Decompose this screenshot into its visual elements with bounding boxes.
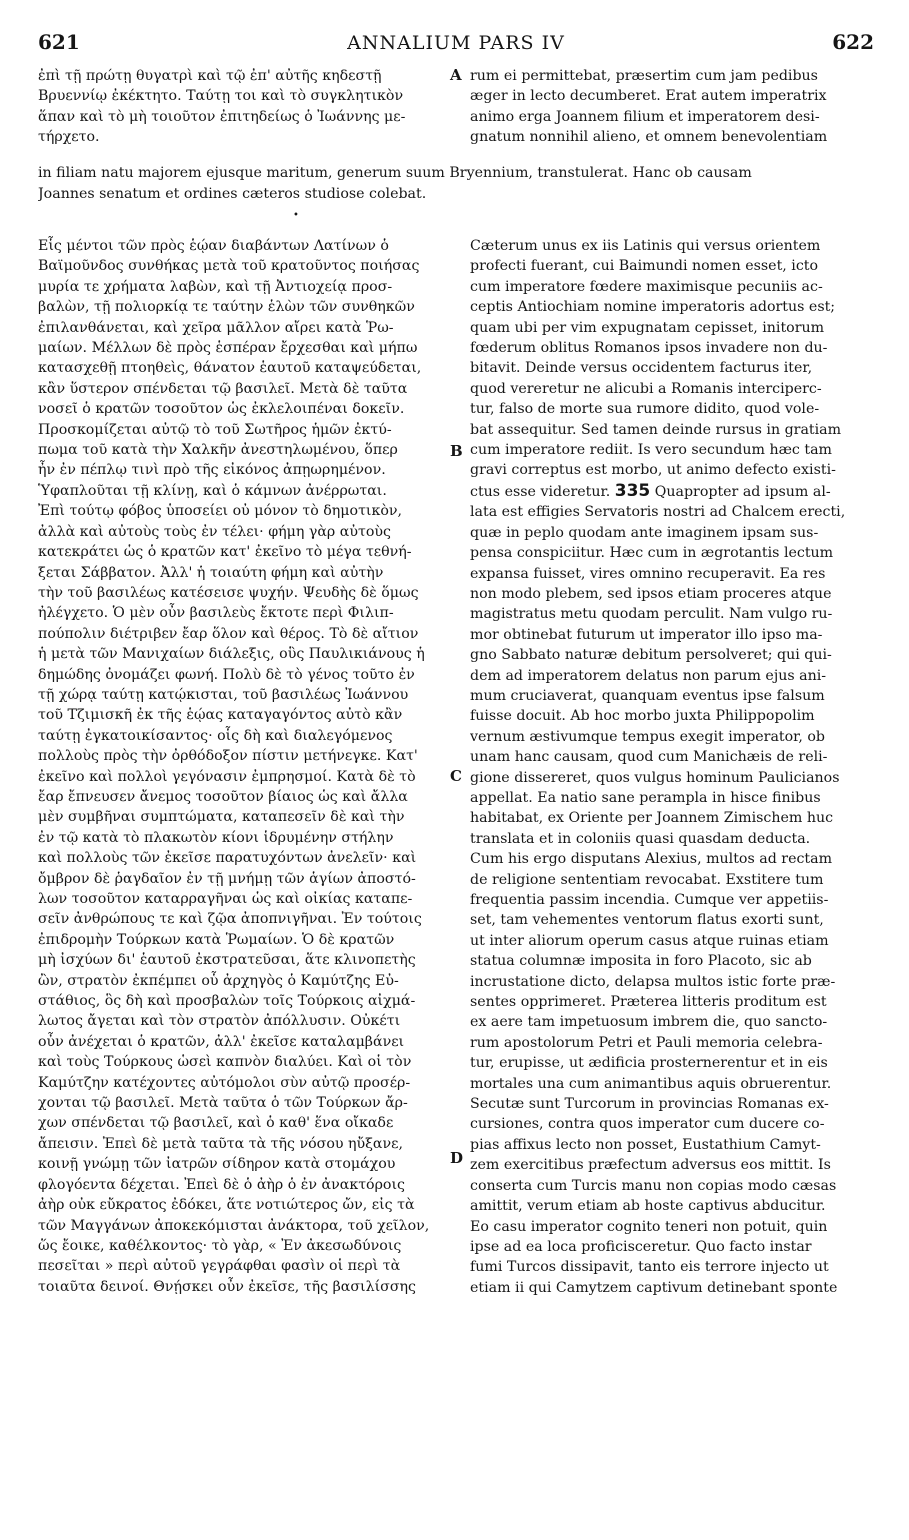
section-separator: • [293, 210, 299, 221]
greek-line: δημώδης ὀνομάζει φωνή. Πολὺ δὲ τὸ γένος τοῦτο ἐν [38, 666, 415, 683]
greek-line: ὄμβρον δὲ ῥαγδαῖον ἐν τῇ μνήμῃ τῶν ἁγίων ἀποστό- [38, 870, 416, 887]
greek-line: στάθιος, ὃς δὴ καὶ προσβαλὼν τοῖς Τούρκοις αἰχμά- [38, 993, 416, 1010]
latin-line: fumi Turcos dissipavit, tanto eis terrore injecto ut [470, 1259, 829, 1276]
margin-marker-c: C [450, 767, 462, 785]
running-title: ANNALIUM PARS IV [347, 32, 565, 54]
greek-line: τὴν τοῦ βασιλέως κατέσεισε ψυχήν. Ψευδὴς δὲ ὅμως [38, 584, 419, 601]
greek-line: ἀλλὰ καὶ αὐτοὺς τοὺς ἐν τέλει· φήμη γὰρ αὐτοὺς [38, 523, 391, 540]
latin-line: Eo casu imperator cognito teneri non potuit, quin [470, 1218, 828, 1235]
greek-line: Ὑφαπλοῦται τῇ κλίνῃ, καὶ ὁ κάμνων ἀνέρρωται. [38, 482, 387, 499]
greek-line: ἅπαν καὶ τὸ μὴ τοιοῦτον ἐπιτηδείως ὁ Ἰωάννης με- [38, 108, 406, 125]
greek-line: κατασχεθῇ πτοηθεὶς, θάνατον ἑαυτοῦ καταψεύδεται, [38, 360, 422, 377]
greek-line: ἠλέγχετο. Ὁ μὲν οὖν βασιλεὺς ἔκτοτε περὶ Φιλιπ- [38, 605, 394, 622]
latin-line: dem ad imperatorem delatus non parum ejus ani- [470, 667, 827, 684]
latin-line: ex aere tam impetuosum imbrem die, quo sancto- [470, 1014, 828, 1031]
latin-line: fœderum oblitus Romanos ipsos invadere non du- [470, 340, 828, 357]
full-width-line-1: in filiam natu majorem ejusque maritum, generum suum Bryennium, transtulerat. Hanc ob causam [38, 165, 752, 181]
latin-line: pensa conspiciitur. Hæc cum in ægrotantis lectum [470, 545, 834, 562]
latin-line: Cæterum unus ex iis Latinis qui versus orientem [470, 238, 821, 254]
inline-page-reference: 335 [614, 480, 651, 501]
greek-line: ὥς ἔοικε, καθέλκοντος· τὸ γὰρ, « Ἐν ἀκεσωδύνοις [38, 1237, 402, 1254]
greek-line: ἄπεισιν. Ἐπεὶ δὲ μετὰ ταῦτα τὰ τῆς νόσου ηὔξανε, [38, 1135, 404, 1152]
greek-line: ἐν τῷ κατὰ τὸ πλακωτὸν κίονι ἱδρυμένην στήλην [38, 829, 394, 846]
greek-line: Ἐπὶ τούτῳ φόβος ὑποσείει οὐ μόνον τὸ δημοτικὸν, [38, 503, 403, 520]
greek-line: ἐπὶ τῇ πρώτῃ θυγατρὶ καὶ τῷ ἐπ' αὐτῆς κηδεστῇ [38, 68, 382, 84]
greek-line: λωτος ἄγεται καὶ τὸν στρατὸν ἀπόλλυσιν. Οὐκέτι [38, 1013, 401, 1030]
latin-line: profecti fuerant, cui Baimundi nomen esset, icto [470, 258, 819, 275]
greek-line: τῶν Μαγγάνων ἀποκεκόμισται ἀνάκτορα, τοῦ χεῖλον, [38, 1217, 430, 1234]
latin-line: set, tam vehementes ventorum flatus exorti sunt, [470, 912, 824, 929]
margin-marker-d: D [450, 1149, 464, 1167]
latin-line: translata et in coloniis quasi quasdam deducta. [470, 830, 811, 847]
greek-line: νοσεῖ ὁ κρατῶν τοσοῦτον ὡς ἐκλελοιπέναι δοκεῖν. [38, 401, 405, 418]
latin-line: animo erga Joannem filium et imperatorem desi- [470, 108, 820, 125]
latin-line: non modo plebem, sed ipsos etiam proceres atque [470, 585, 832, 602]
latin-line: ceptis Antiochiam nomine imperatoris adortus est; [470, 299, 836, 316]
latin-line: tur, falso de morte sua rumore didito, quod vole- [470, 401, 820, 418]
greek-line: ἐπιδρομὴν Τούρκων κατὰ Ῥωμαίων. Ὁ δὲ κρατῶν [38, 931, 395, 948]
top-latin-column [470, 66, 874, 148]
greek-line: ἡ μετὰ τῶν Μανιχαίων διάλεξις, οὓς Παυλικιάνους ἡ [38, 646, 425, 663]
greek-line: φλογόεντα δέχεται. Ἐπεὶ δὲ ὁ ἀὴρ ὁ ἐν ἀνακτόροις [38, 1176, 405, 1193]
greek-line: ἔαρ ἔπνευσεν ἄνεμος τοσοῦτον βίαιος ὡς καὶ ἄλλα [38, 788, 408, 805]
latin-line: gno Sabbato naturæ debitum persolveret; qui qui- [470, 647, 832, 664]
latin-line: pias affixus lecto non posset, Eustathium Camyt- [470, 1136, 821, 1153]
greek-line: κατεκράτει ὡς ὁ κρατῶν κατ' ἐκεῖνο τὸ μέγα τεθνή- [38, 544, 412, 561]
greek-line: πεσεῖται » περὶ αὐτοῦ γεγράφθαι φασὶν οἱ περὶ τὰ [38, 1258, 401, 1275]
latin-line: quod vereretur ne alicubi a Romanis interciperc- [470, 380, 822, 397]
latin-line: rum ei permittebat, præsertim cum jam pedibus [470, 68, 818, 84]
margin-marker-a: A [450, 66, 462, 84]
greek-line: Βαϊμοῦνδος συνθήκας μετὰ τοῦ κρατοῦντος ποιήσας [38, 258, 420, 275]
latin-line: ut inter aliorum operum casus atque ruinas etiam [470, 932, 829, 949]
greek-line: χων σπένδεται τῷ βασιλεῖ, καὶ ὁ καθ' ἕνα οἴκαδε [38, 1115, 394, 1132]
greek-line: κἂν ὕστερον σπένδεται τῷ βασιλεῖ. Μετὰ δὲ ταῦτα [38, 380, 408, 397]
latin-text-column [470, 236, 874, 1298]
greek-line: σεῖν ἀνθρώπους τε καὶ ζῷα ἀποπνιγῆναι. Ἐν τούτοις [38, 911, 422, 928]
greek-line: πωμα τοῦ κατὰ τὴν Χαλκῆν ἀνεστηλωμένου, ὅπερ [38, 442, 398, 459]
latin-line: statua columnæ imposita in foro Placoto, sic ab [470, 953, 812, 970]
latin-line: incrustatione dicto, delapsa multos istic forte præ- [470, 973, 836, 990]
right-page-number: 622 [832, 30, 874, 54]
latin-line: Cum his ergo disputans Alexius, multos ad rectam [470, 851, 833, 868]
latin-line: Secutæ sunt Turcorum in provincias Romanas ex- [470, 1096, 829, 1113]
latin-line: mortales una cum animantibus aquis obruerentur. [470, 1075, 832, 1092]
latin-line: frequentia passim incendia. Cumque ver appetiis- [470, 892, 829, 908]
latin-line: gione dissereret, quos vulgus hominum Paulicianos [470, 769, 840, 786]
latin-line: cum imperatore fœdere maximisque pecuniis ac- [470, 278, 823, 295]
greek-line: τῇ χώρᾳ ταύτῃ κατῴκισται, τοῦ βασιλέως Ἰωάννου [38, 686, 409, 703]
latin-line: gnatum nonnihil alieno, et omnem benevolentiam [470, 129, 828, 146]
latin-line: mor obtinebat futurum ut imperator illo ipso ma- [470, 626, 823, 643]
full-width-line-2: Joannes senatum et ordines cæteros studiose colebat. [38, 186, 427, 202]
latin-line: bat assequitur. Sed tamen deinde rursus in gratiam [470, 421, 842, 438]
greek-text-column [38, 236, 450, 1297]
greek-line: ταύτῃ ἐγκατοικίσαντος· οἷς δὴ καὶ διαλεγόμενος [38, 727, 393, 744]
latin-line: fuisse docuit. Ab hoc morbo juxta Philippopolim [470, 708, 815, 725]
latin-line [470, 481, 874, 502]
greek-line: μὴ ἰσχύων δι' ἑαυτοῦ ἐκστρατεῦσαι, ἅτε κλινοπετὴς [38, 952, 416, 969]
latin-line: quæ in peplo quodam ante imaginem ipsam sus- [470, 524, 819, 541]
greek-line: τήρχετο. [38, 129, 100, 146]
greek-line: Καμύτζην κατέχοντες αὐτόμολοι σὺν αὐτῷ προσέρ- [38, 1074, 411, 1091]
latin-line: vernum æstivumque tempus exegit imperator, ob [470, 728, 826, 745]
greek-line: οὖν ἀνέχεται ὁ κρατῶν, ἀλλ' ἐκεῖσε καταλαμβάνει [38, 1033, 405, 1050]
latin-line: habitabat, ex Oriente per Joannem Zimischem huc [470, 810, 834, 827]
latin-line-part: Quapropter ad ipsum al- [650, 483, 831, 500]
greek-line: μαίων. Μέλλων δὲ πρὸς ἑσπέραν ἔρχεσθαι καὶ μήπω [38, 340, 418, 357]
latin-line-part: ctus esse videretur. [470, 483, 615, 500]
top-greek-column [38, 66, 450, 148]
greek-line: καὶ τοὺς Τούρκους ὡσεὶ καπνὸν διαλύει. Καὶ οἱ τὸν [38, 1054, 412, 1071]
latin-line: expansa fuisset, vires omnino recuperavit. Ea res [470, 565, 826, 582]
greek-line: Βρυεννίῳ ἐκέκτητο. Ταύτῃ τοι καὶ τὸ συγκλητικὸν [38, 88, 404, 105]
greek-line: βαλὼν, τῇ πολιορκίᾳ τε ταύτην ἑλὼν τῶν συνθηκῶν [38, 299, 415, 316]
latin-line: magistratus metu quodam perculit. Nam vulgo ru- [470, 606, 833, 623]
latin-line: mum cruciaverat, quanquam eventus ipse falsum [470, 687, 825, 704]
latin-line: bitavit. Deinde versus occidentem facturus iter, [470, 360, 813, 377]
greek-line: μὲν συμβῆναι συμπτώματα, καταπεσεῖν δὲ καὶ τὴν [38, 809, 405, 826]
latin-line: ipse ad ea loca proficisceretur. Quo facto instar [470, 1238, 812, 1255]
latin-line: cum imperatore rediit. Is vero secundum hæc tam [470, 442, 833, 459]
greek-line: ἐκεῖνο καὶ πολλοὶ γεγόνασιν ἐμπρησμοί. Κατὰ δὲ τὸ [38, 768, 416, 785]
latin-line: zem exercitibus præfectum adversus eos mittit. Is [470, 1157, 831, 1174]
greek-line: πολλοὺς πρὸς τὴν ὀρθόδοξον πίστιν μετήνεγκε. Κατ' [38, 748, 418, 765]
left-page-number: 621 [38, 30, 80, 54]
greek-line: ἀὴρ οὐκ εὔκρατος ἐδόκει, ἅτε νοτιώτερος ὤν, εἰς τὰ [38, 1197, 415, 1214]
greek-line: ὢν, στρατὸν ἐκπέμπει οὗ ἀρχηγὸς ὁ Καμύτζης Εὐ- [38, 972, 399, 989]
greek-line: κοινῇ γνώμῃ τῶν ἰατρῶν σίδηρον κατὰ στομάχου [38, 1156, 396, 1173]
greek-line: ἐπιλανθάνεται, καὶ χεῖρα μᾶλλον αἴρει κατὰ Ῥω- [38, 319, 394, 336]
page-header [38, 30, 874, 58]
greek-line: χονται τῷ βασιλεῖ. Μετὰ ταῦτα ὁ τῶν Τούρκων ἄρ- [38, 1095, 408, 1112]
greek-line: Εἷς μέντοι τῶν πρὸς ἑῴαν διαβάντων Λατίνων ὁ [38, 238, 389, 254]
latin-line: lata est effigies Servatoris nostri ad Chalcem erecti, [470, 504, 846, 521]
latin-line: tur, erupisse, ut ædificia prosternerentur et in eis [470, 1055, 828, 1072]
greek-line: καὶ πολλοὺς τῶν ἐκεῖσε παρατυχόντων ἀνελεῖν· καὶ [38, 850, 417, 867]
latin-line: unam hanc causam, quod cum Manichæis de reli- [470, 749, 828, 766]
latin-line: amittit, verum etiam ab hoste captivus abducitur. [470, 1198, 826, 1215]
greek-line: τοῦ Τζιμισκῆ ἐκ τῆς ἑῴας καταγαγόντος αὐτὸ κἂν [38, 707, 403, 724]
greek-line: πούπολιν διέτριβεν ἔαρ ὅλον καὶ θέρος. Τὸ δὲ αἴτιον [38, 625, 419, 642]
latin-line: cursiones, contra quos imperator cum ducere co- [470, 1116, 825, 1133]
latin-line: de religione sententiam revocabat. Exstitere tum [470, 871, 824, 888]
greek-line: τοιαῦτα δεινοί. Θνῄσκει οὖν ἐκεῖσε, τῆς βασιλίσσης [38, 1278, 416, 1295]
greek-line: λων τοσοῦτον καταρραγῆναι ὡς καὶ οἰκίας καταπε- [38, 891, 413, 907]
greek-line: ξεται Σάββατον. Ἀλλ' ἡ τοιαύτη φήμη καὶ αὐτὴν [38, 564, 384, 581]
latin-line: sentes opprimeret. Præterea litteris proditum est [470, 994, 827, 1011]
latin-line: rum apostolorum Petri et Pauli memoria celebra- [470, 1034, 823, 1051]
latin-line: conserta cum Turcis manu non copias modo cæsas [470, 1177, 837, 1194]
latin-line: etiam ii qui Camytzem captivum detinebant sponte [470, 1279, 838, 1296]
greek-line: ἦν ἐν πέπλῳ τινὶ πρὸ τῆς εἰκόνος ἀπῃωρημένον. [38, 462, 386, 479]
latin-line: appellat. Ea natio sane perampla in hisce finibus [470, 789, 821, 806]
greek-line: Προσκομίζεται αὐτῷ τὸ τοῦ Σωτῆρος ἡμῶν ἐκτύ- [38, 421, 392, 438]
margin-marker-b: B [450, 442, 463, 460]
greek-line: μυρία τε χρήματα λαβὼν, καὶ τῇ Ἀντιοχείᾳ προσ- [38, 278, 393, 295]
latin-line: æger in lecto decumberet. Erat autem imperatrix [470, 88, 827, 105]
latin-line: gravi correptus est morbo, ut animo defecto existi- [470, 462, 836, 479]
latin-line: quam ubi per vim expugnatam cepisset, initorum [470, 319, 825, 336]
